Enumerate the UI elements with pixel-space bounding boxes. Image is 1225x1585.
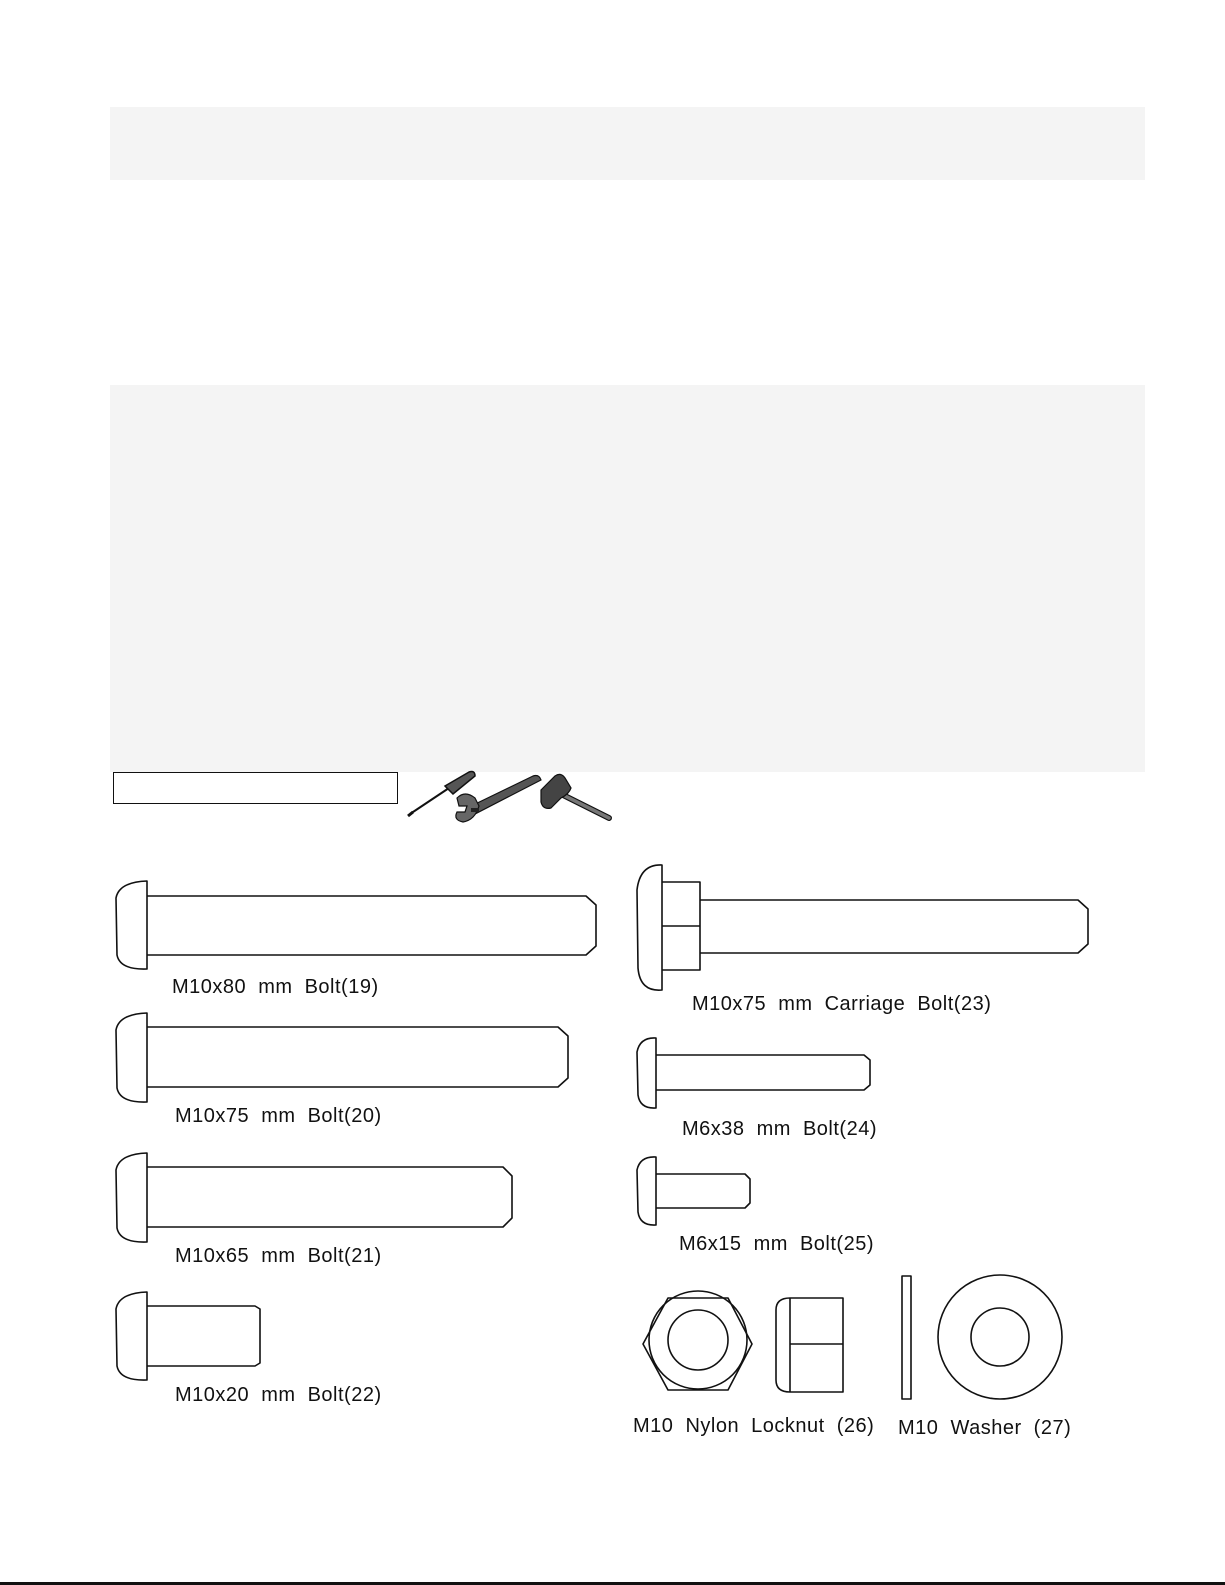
bolt-24-drawing [637,1038,870,1108]
carriage-bolt-23-drawing [637,865,1088,990]
part-label-25: M6x15 mm Bolt(25) [679,1233,874,1255]
locknut-26-drawing [643,1291,843,1392]
bolt-21-drawing [116,1153,512,1242]
part-label-20: M10x75 mm Bolt(20) [175,1105,382,1127]
part-label-27: M10 Washer (27) [898,1417,1072,1439]
washer-27-drawing [902,1275,1062,1399]
part-label-19: M10x80 mm Bolt(19) [172,976,379,998]
bolt-20-drawing [116,1013,568,1102]
bolt-22-drawing [116,1292,260,1380]
part-label-22: M10x20 mm Bolt(22) [175,1384,382,1406]
bolt-25-drawing [637,1157,750,1225]
part-label-21: M10x65 mm Bolt(21) [175,1245,382,1267]
part-label-24: M6x38 mm Bolt(24) [682,1118,877,1140]
part-label-26: M10 Nylon Locknut (26) [633,1415,875,1437]
bolt-19-drawing [116,881,596,969]
part-label-23: M10x75 mm Carriage Bolt(23) [692,993,992,1015]
